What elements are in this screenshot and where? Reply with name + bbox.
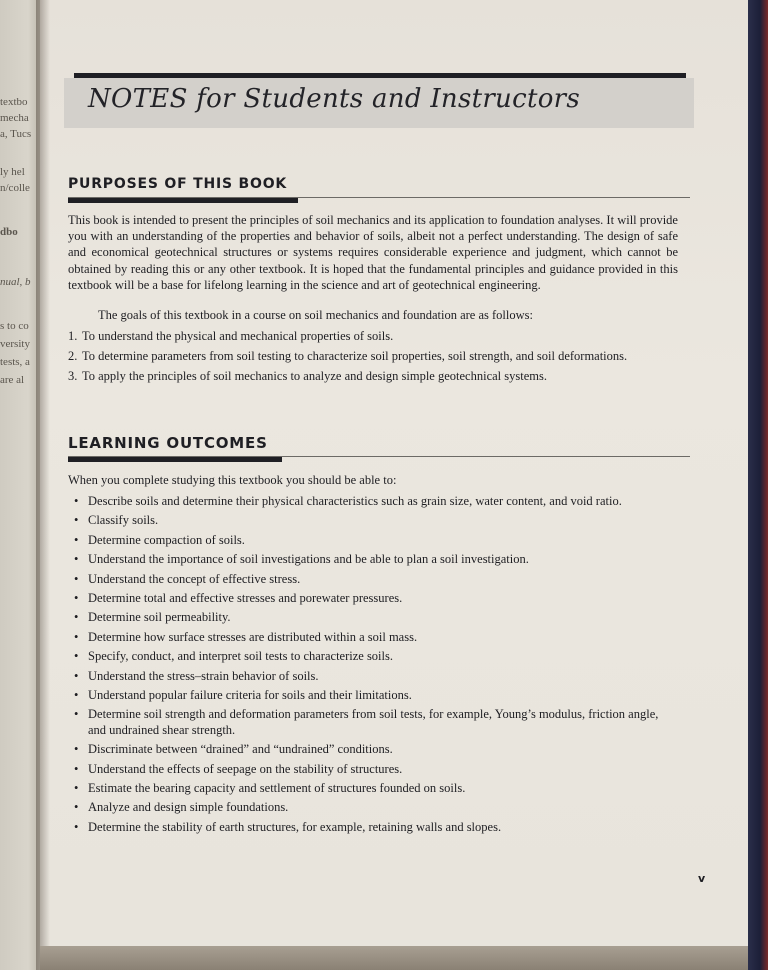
outcomes-heading: LEARNING OUTCOMES — [68, 434, 268, 452]
outcomes-list — [74, 494, 664, 839]
page-stack-edge — [40, 946, 748, 970]
outcome-text: Determine soil permeability. — [88, 610, 231, 625]
goal-number: 2. — [68, 349, 78, 364]
goal-number: 3. — [68, 369, 78, 384]
bullet-icon: • — [74, 610, 79, 625]
bullet-icon: • — [74, 629, 79, 644]
outcomes-heading-bar — [68, 457, 282, 462]
bullet-icon: • — [74, 532, 79, 547]
outcome-text: Discriminate between “drained” and “undrained” conditions. — [88, 742, 393, 757]
page-number: v — [698, 872, 706, 885]
outcome-item — [74, 533, 664, 549]
outcome-item — [74, 742, 664, 758]
goal-text: To apply the principles of soil mechanics to analyze and design simple geotechnical systems. — [82, 369, 547, 384]
bullet-icon: • — [74, 781, 79, 796]
goal-text: To understand the physical and mechanical properties of soils. — [82, 329, 394, 343]
prev-page-fragment: versity — [0, 338, 30, 350]
goal-item — [68, 348, 678, 364]
outcome-text: Estimate the bearing capacity and settlement of structures founded on soils. — [88, 781, 466, 796]
prev-page-fragment: ly hel — [0, 166, 25, 178]
prev-page-fragment: a, Tucs — [0, 128, 32, 140]
title-rule — [74, 73, 686, 78]
bullet-icon: • — [74, 513, 79, 528]
bullet-icon: • — [74, 707, 79, 722]
outcome-item — [74, 610, 664, 626]
purposes-heading-bar — [68, 198, 298, 203]
outcome-text: Determine total and effective stresses and porewater pressures. — [88, 590, 403, 605]
outcome-item — [74, 688, 664, 704]
outcome-text: Describe soils and determine their physical characteristics such as grain size, water content, and void ratio. — [88, 494, 622, 508]
outcome-item — [74, 552, 664, 568]
outcome-text: Determine the stability of earth structures, for example, retaining walls and slopes. — [88, 819, 502, 834]
prev-page-fragment: n/colle — [0, 182, 30, 194]
goals-list — [68, 328, 678, 389]
prev-page-fragment: tests, a — [0, 356, 30, 368]
outcome-item — [74, 572, 664, 588]
outcome-text: Understand the stress–strain behavior of soils. — [88, 668, 319, 683]
bullet-icon: • — [74, 494, 79, 508]
outcome-text: Classify soils. — [88, 513, 159, 528]
outcome-item — [74, 591, 664, 607]
prev-page-fragment: textbo — [0, 96, 28, 108]
outcome-text: Understand the importance of soil investigations and be able to plan a soil investigation. — [88, 552, 529, 567]
outcome-item — [74, 513, 664, 529]
outcome-item — [74, 669, 664, 685]
outcome-item — [74, 820, 664, 836]
bullet-icon: • — [74, 742, 79, 757]
goal-number: 1. — [68, 329, 78, 343]
bullet-icon: • — [74, 687, 79, 702]
bullet-icon: • — [74, 761, 79, 776]
outcome-text: Specify, conduct, and interpret soil tests to characterize soils. — [88, 649, 393, 664]
outcome-text: Understand popular failure criteria for soils and their limitations. — [88, 687, 412, 702]
outcome-item — [74, 707, 664, 738]
outcome-item — [74, 781, 664, 797]
outcome-item — [74, 649, 664, 665]
goal-text: To determine parameters from soil testing to characterize soil properties, soil strength, and soil deformations. — [82, 349, 628, 364]
goal-item — [68, 328, 678, 344]
bullet-icon: • — [74, 552, 79, 567]
purposes-intro: This book is intended to present the principles of soil mechanics and its application to foundation analyses. It will provide you with an understanding of the properties and behavior of soils, albeit not a perfect understanding. The design of safe and economical geotechnical structures or systems requires considerable experience and judgment, which cannot be obtained by reading this or any other textbook. It is hoped that the fundamental principles and guidance provided in this textbook will be a base for lifelong learning in the science and art of geotechnical engineering. — [68, 213, 678, 292]
textbook-page — [40, 0, 748, 946]
bullet-icon: • — [74, 800, 79, 815]
bullet-icon: • — [74, 668, 79, 683]
bullet-icon: • — [74, 819, 79, 834]
bullet-icon: • — [74, 590, 79, 605]
outcome-item — [74, 494, 664, 510]
bullet-icon: • — [74, 571, 79, 586]
outcome-text: Understand the effects of seepage on the stability of structures. — [88, 761, 403, 776]
outcome-item — [74, 630, 664, 646]
outcome-text: Determine soil strength and deformation parameters from soil tests, for example, Young’s modulus, friction angle, and undrained shear strength. — [88, 707, 659, 737]
outcomes-intro: When you complete studying this textbook you should be able to: — [68, 473, 397, 487]
outcome-text: Analyze and design simple foundations. — [88, 800, 289, 815]
goals-intro: The goals of this textbook in a course on soil mechanics and foundation are as follows: — [98, 308, 533, 322]
purposes-heading: PURPOSES OF THIS BOOK — [68, 176, 288, 192]
outcome-item — [74, 762, 664, 778]
book-cover-edge — [748, 0, 768, 970]
outcome-text: Determine how surface stresses are distributed within a soil mass. — [88, 629, 418, 644]
prev-page-fragment: mecha — [0, 112, 29, 124]
prev-page-fragment: nual, b — [0, 276, 31, 288]
goal-item — [68, 368, 678, 384]
outcome-text: Understand the concept of effective stress. — [88, 571, 301, 586]
prev-page-fragment: s to co — [0, 320, 29, 332]
outcome-item — [74, 800, 664, 816]
previous-page-edge — [0, 0, 40, 970]
spine-shadow — [36, 0, 50, 970]
page-title: NOTES for Students and Instructors — [88, 84, 581, 114]
prev-page-fragment: are al — [0, 374, 25, 386]
prev-page-fragment: dbo — [0, 226, 18, 238]
bullet-icon: • — [74, 649, 79, 664]
outcome-text: Determine compaction of soils. — [88, 532, 245, 547]
